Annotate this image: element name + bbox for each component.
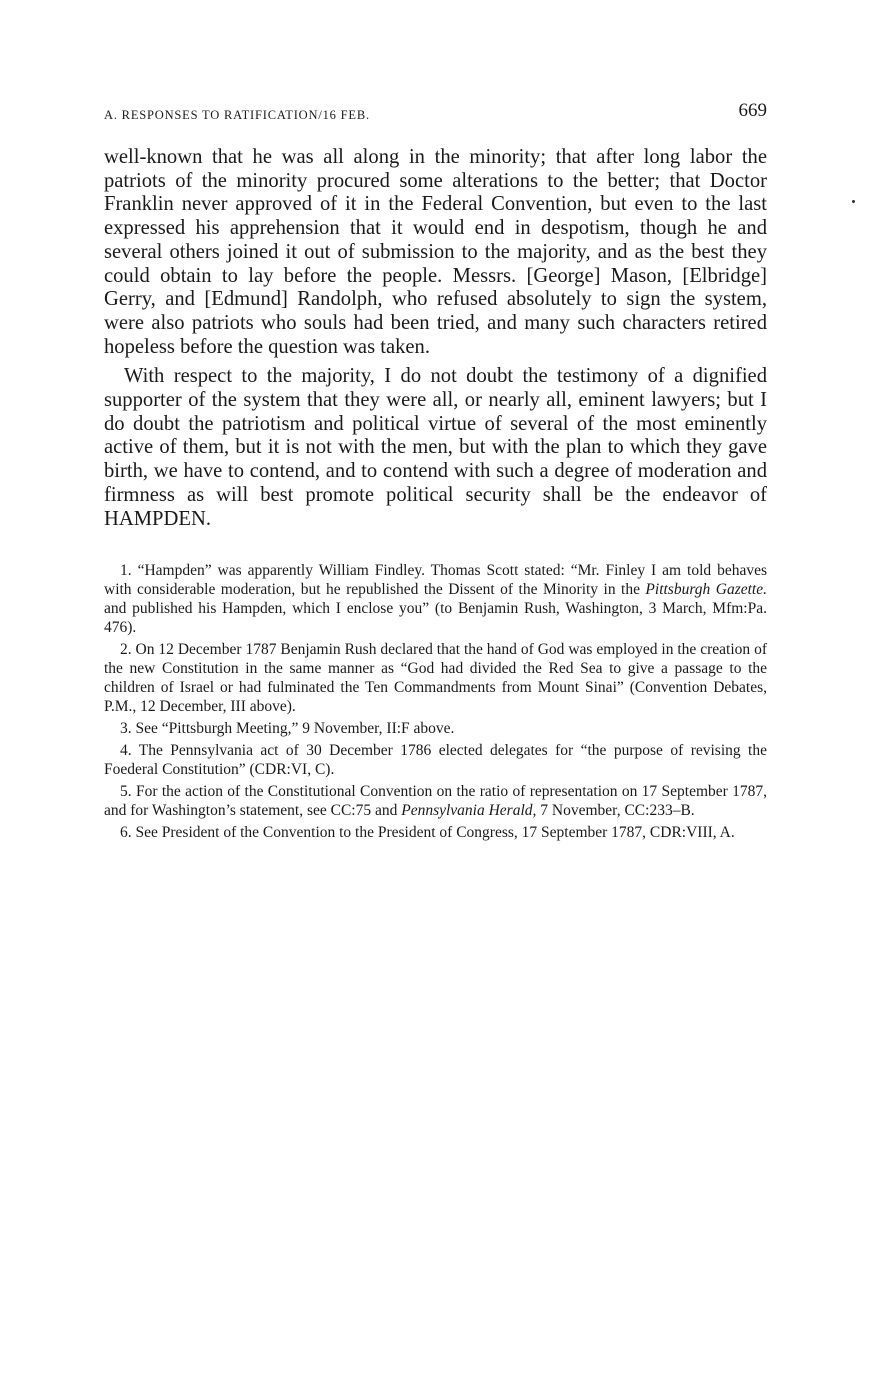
footnote-5-text: 5. For the action of the Constitutional Convention on the ratio of representation on 17 September 1787, and for Washington’s statement, see CC:75 and <box>104 783 767 820</box>
body-paragraph-2: With respect to the majority, I do not doubt the testimony of a dignified supporter of the system that they were all, or nearly all, eminent lawyers; but I do doubt the patriotism and political virtue of several of the most eminently active of them, but it is not with the men, but with the plan to which they gave birth, we have to contend, and to contend with such a degree of moderation and firmness as will best promote political security shall be the endeavor of HAMPDEN. <box>104 365 767 530</box>
footnotes <box>104 561 767 842</box>
body-text <box>104 146 767 531</box>
footnote-3: 3. See “Pittsburgh Meeting,” 9 November, II:F above. <box>120 720 455 738</box>
stray-dot-mark <box>852 200 855 203</box>
running-header <box>104 100 767 128</box>
footnote-4: 4. The Pennsylvania act of 30 December 1786 elected delegates for “the purpose of revising the Foederal Constitution” (CDR:VI, C). <box>104 742 767 779</box>
footnote-1-text-end: and published his Hampden, which I enclose you” (to Benjamin Rush, Washington, 3 March, Mfm:Pa. 476). <box>104 600 767 637</box>
footnote-5-text-end: 7 November, CC:233–B. <box>536 802 695 820</box>
footnote-5 <box>104 782 767 820</box>
footnote-5-italic: Pennsylvania Herald, <box>401 802 537 820</box>
body-paragraph-1: well-known that he was all along in the minority; that after long labor the patriots of the minority procured some alterations to the better; that Doctor Franklin never approved of it in the Federal Convention, but even to the last expressed his apprehension that it would end in despotism, though he and several others joined it out of submission to the majority, and as the best they could obtain to lay before the people. Messrs. [George] Mason, [Elbridge] Gerry, and [Edmund] Randolph, who refused absolutely to sign the system, were also patriots who souls had been tried, and many such characters retired hopeless before the question was taken. <box>104 146 767 358</box>
footnote-2: 2. On 12 December 1787 Benjamin Rush declared that the hand of God was employed in the creation of the new Constitution in the same manner as “God had divided the Red Sea to give a passage to the children of Israel or had fulminated the Ten Commandments from Mount Sinai” (Convention Debates, P.M., 12 December, III above). <box>104 641 767 716</box>
footnote-6: 6. See President of the Convention to the President of Congress, 17 September 1787, CDR:VIII, A. <box>120 824 735 842</box>
footnote-1 <box>104 561 767 637</box>
running-head: A. RESPONSES TO RATIFICATION/16 FEB. <box>104 108 370 122</box>
footnote-1-text: 1. “Hampden” was apparently William Findley. Thomas Scott stated: “Mr. Finley I am told behaves with considerable moderation, but he republished the Dissent of the Minority in the <box>104 562 767 599</box>
page-number: 669 <box>738 100 767 121</box>
document-page <box>104 100 767 845</box>
footnote-1-italic: Pittsburgh Gazette. <box>645 581 767 599</box>
